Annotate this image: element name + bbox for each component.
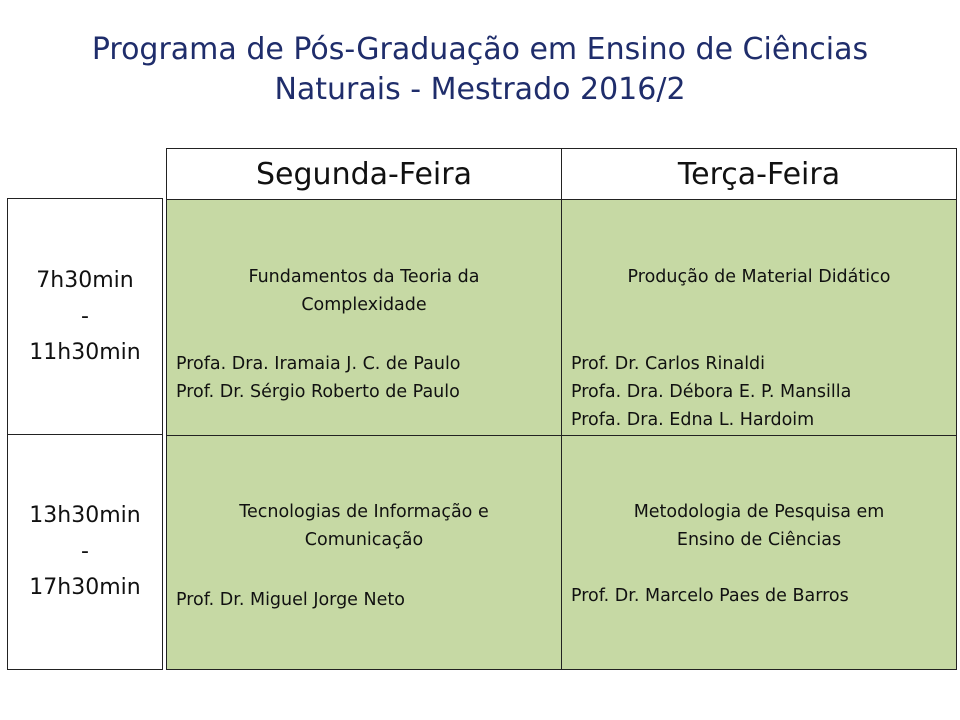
course-title-line: Comunicação: [304, 530, 424, 550]
professor-list: [176, 350, 461, 406]
course-cell-tuesday-afternoon: [561, 435, 957, 670]
time-slot-afternoon: [7, 434, 163, 670]
page-title-line-1: Programa de Pós-Graduação em Ensino de Ciências: [91, 32, 869, 67]
course-title: [167, 498, 561, 554]
day-label-tuesday: Terça-Feira: [677, 156, 841, 192]
professor-list: [571, 582, 849, 610]
professor-name: Profa. Dra. Débora E. P. Mansilla: [571, 382, 852, 402]
course-title: [562, 263, 956, 291]
course-cell-monday-morning: [166, 199, 562, 436]
course-cell-tuesday-morning: [561, 199, 957, 436]
professor-name: Profa. Dra. Edna L. Hardoim: [571, 410, 815, 430]
time-start: 13h30min: [29, 503, 141, 528]
time-slot-morning: [7, 198, 163, 435]
page-title-line-2: Naturais - Mestrado 2016/2: [274, 72, 686, 107]
course-title-line: Complexidade: [301, 295, 427, 315]
course-title-line: Ensino de Ciências: [676, 530, 842, 550]
course-title-line: Tecnologias de Informação e: [239, 502, 489, 522]
course-title: [562, 498, 956, 554]
professor-name: Prof. Dr. Carlos Rinaldi: [571, 354, 766, 374]
time-end: 17h30min: [29, 575, 141, 600]
day-label-monday: Segunda-Feira: [256, 156, 472, 192]
course-title-line: Produção de Material Didático: [627, 267, 891, 287]
professor-list: [176, 586, 405, 614]
page-title: [0, 30, 960, 110]
time-start: 7h30min: [36, 267, 134, 293]
time-separator: -: [81, 303, 89, 329]
professor-name: Prof. Dr. Marcelo Paes de Barros: [571, 586, 849, 606]
time-separator: -: [81, 539, 89, 564]
professor-list: [571, 350, 851, 434]
professor-name: Profa. Dra. Iramaia J. C. de Paulo: [176, 354, 461, 374]
day-header-tuesday: [561, 148, 957, 200]
course-title-line: Metodologia de Pesquisa em: [633, 502, 885, 522]
professor-name: Prof. Dr. Sérgio Roberto de Paulo: [176, 382, 460, 402]
course-cell-monday-afternoon: [166, 435, 562, 670]
day-header-monday: [166, 148, 562, 200]
course-title: [167, 263, 561, 319]
professor-name: Prof. Dr. Miguel Jorge Neto: [176, 590, 405, 610]
time-end: 11h30min: [29, 339, 141, 365]
course-title-line: Fundamentos da Teoria da: [248, 267, 480, 287]
